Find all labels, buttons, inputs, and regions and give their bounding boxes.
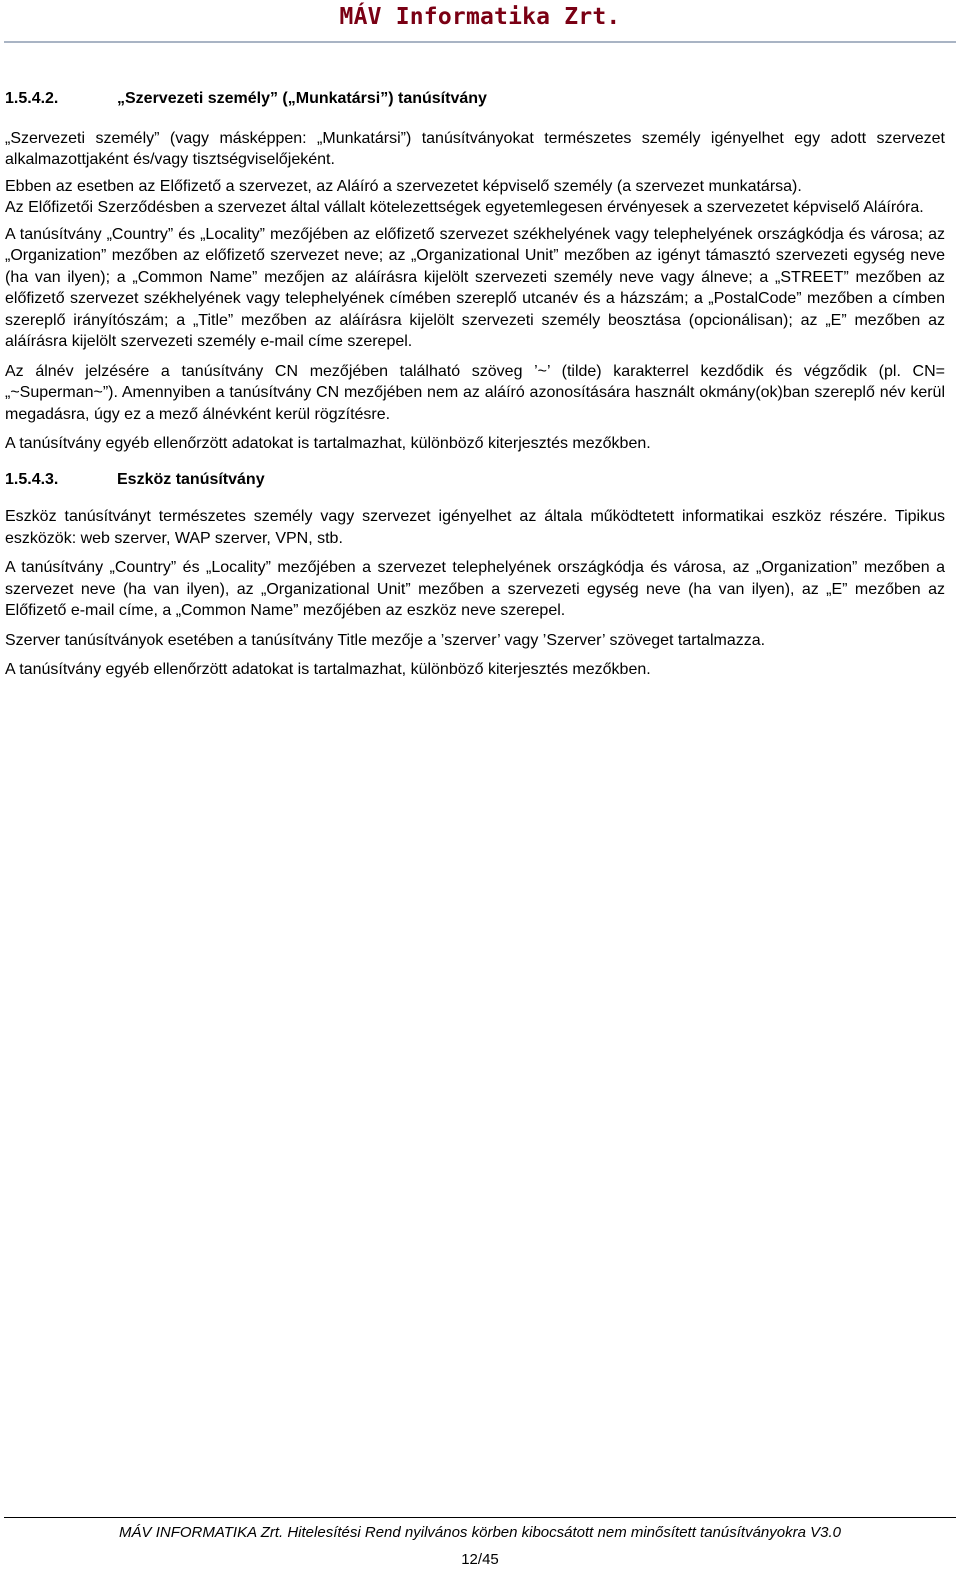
section-title: „Szervezeti személy” („Munkatársi”) tanúsítvány: [117, 90, 487, 107]
paragraph: A tanúsítvány „Country” és „Locality” mezőjében az előfizető szervezet székhelyének vagy telephelyének országkódja és városa; az „Organization” mezőben az előfizető szervezet neve; az „Organizational Unit” mezőben az igényt támasztó szervezeti egység neve (ha van ilyen); a „Common Name” mezőjen az aláírásra kijelölt szervezeti személy neve vagy álneve; a „STREET” mezőben az előfizető szervezet székhelyének vagy telephelyének címében szereplő utcanév és a házszám; a „PostalCode” mezőben a címben szereplő irányítószám; a „Title” mezőben az aláírásra kijelölt szervezeti személy beosztása (opcionálisan); az „E” mezőben az aláírásra kijelölt szervezeti személy e-mail címe szerepel.: [5, 225, 945, 350]
paragraph: Szerver tanúsítványok esetében a tanúsítvány Title mezője a ’szerver’ vagy ’Szerver’ szöveget tartalmazza.: [5, 631, 766, 649]
header-divider: [4, 41, 956, 43]
footer-divider: [4, 1517, 956, 1518]
page-header-company: MÁV Informatika Zrt.: [339, 4, 621, 30]
paragraph: Ebben az esetben az Előfizető a szervezet, az Aláíró a szervezetet képviselő személy (a szervezet munkatársa).: [5, 177, 802, 195]
document-body: [5, 88, 945, 681]
section-heading-1-5-4-2: [5, 88, 945, 110]
paragraph: A tanúsítvány egyéb ellenőrzött adatokat is tartalmazhat, különböző kiterjesztés mezőkben.: [5, 661, 651, 678]
paragraph: Az álnév jelzésére a tanúsítvány CN mezőjében található szöveg ’~’ (tilde) karakterrel kezdődik és végződik (pl. CN= „~Superman~”). Amennyiben a tanúsítvány CN mezőjében nem az aláíró azonosítására használt okmány(ok)ban szereplő név kerül megadásra, úgy ez a mező álnévként kerül rögzítésre.: [5, 362, 945, 423]
page-number: 12/45: [461, 1551, 499, 1568]
section-title: Eszköz tanúsítvány: [117, 470, 265, 488]
footer-text: MÁV INFORMATIKA Zrt. Hitelesítési Rend nyilvános körben kibocsátott nem minősített tanúsítványokra V3.0: [119, 1524, 841, 1541]
section-number: 1.5.4.3.: [5, 470, 59, 488]
section-number: 1.5.4.2.: [5, 90, 59, 107]
paragraph: „Szervezeti személy” (vagy másképpen: „Munkatársi”) tanúsítványokat természetes személy igényelhet egy adott szervezet alkalmazottjaként és/vagy tisztségviselőjeként.: [5, 129, 945, 168]
paragraph: Eszköz tanúsítványt természetes személy vagy szervezet igényelhet az általa működtetett informatikai eszköz részére. Tipikus eszközök: web szerver, WAP szerver, VPN, stb.: [5, 508, 945, 547]
paragraph: Az Előfizetői Szerződésben a szervezet által vállalt kötelezettségek egyetemlegesen érvényesek a szervezetet képviselő Aláíróra.: [5, 199, 924, 216]
paragraph: A tanúsítvány „Country” és „Locality” mezőjében a szervezet telephelyének országkódja és városa, az „Organization” mezőben a szervezet neve (ha van ilyen), az „Organizational Unit” mezőben a szervezeti egység neve (ha van ilyen), az „E” mezőben az Előfizető e-mail címe, a „Common Name” mezőjében az eszköz neve szerepel.: [5, 559, 945, 619]
section-heading-1-5-4-3: [5, 469, 945, 491]
paragraph: A tanúsítvány egyéb ellenőrzött adatokat is tartalmazhat, különböző kiterjesztés mezőkben.: [5, 435, 651, 452]
